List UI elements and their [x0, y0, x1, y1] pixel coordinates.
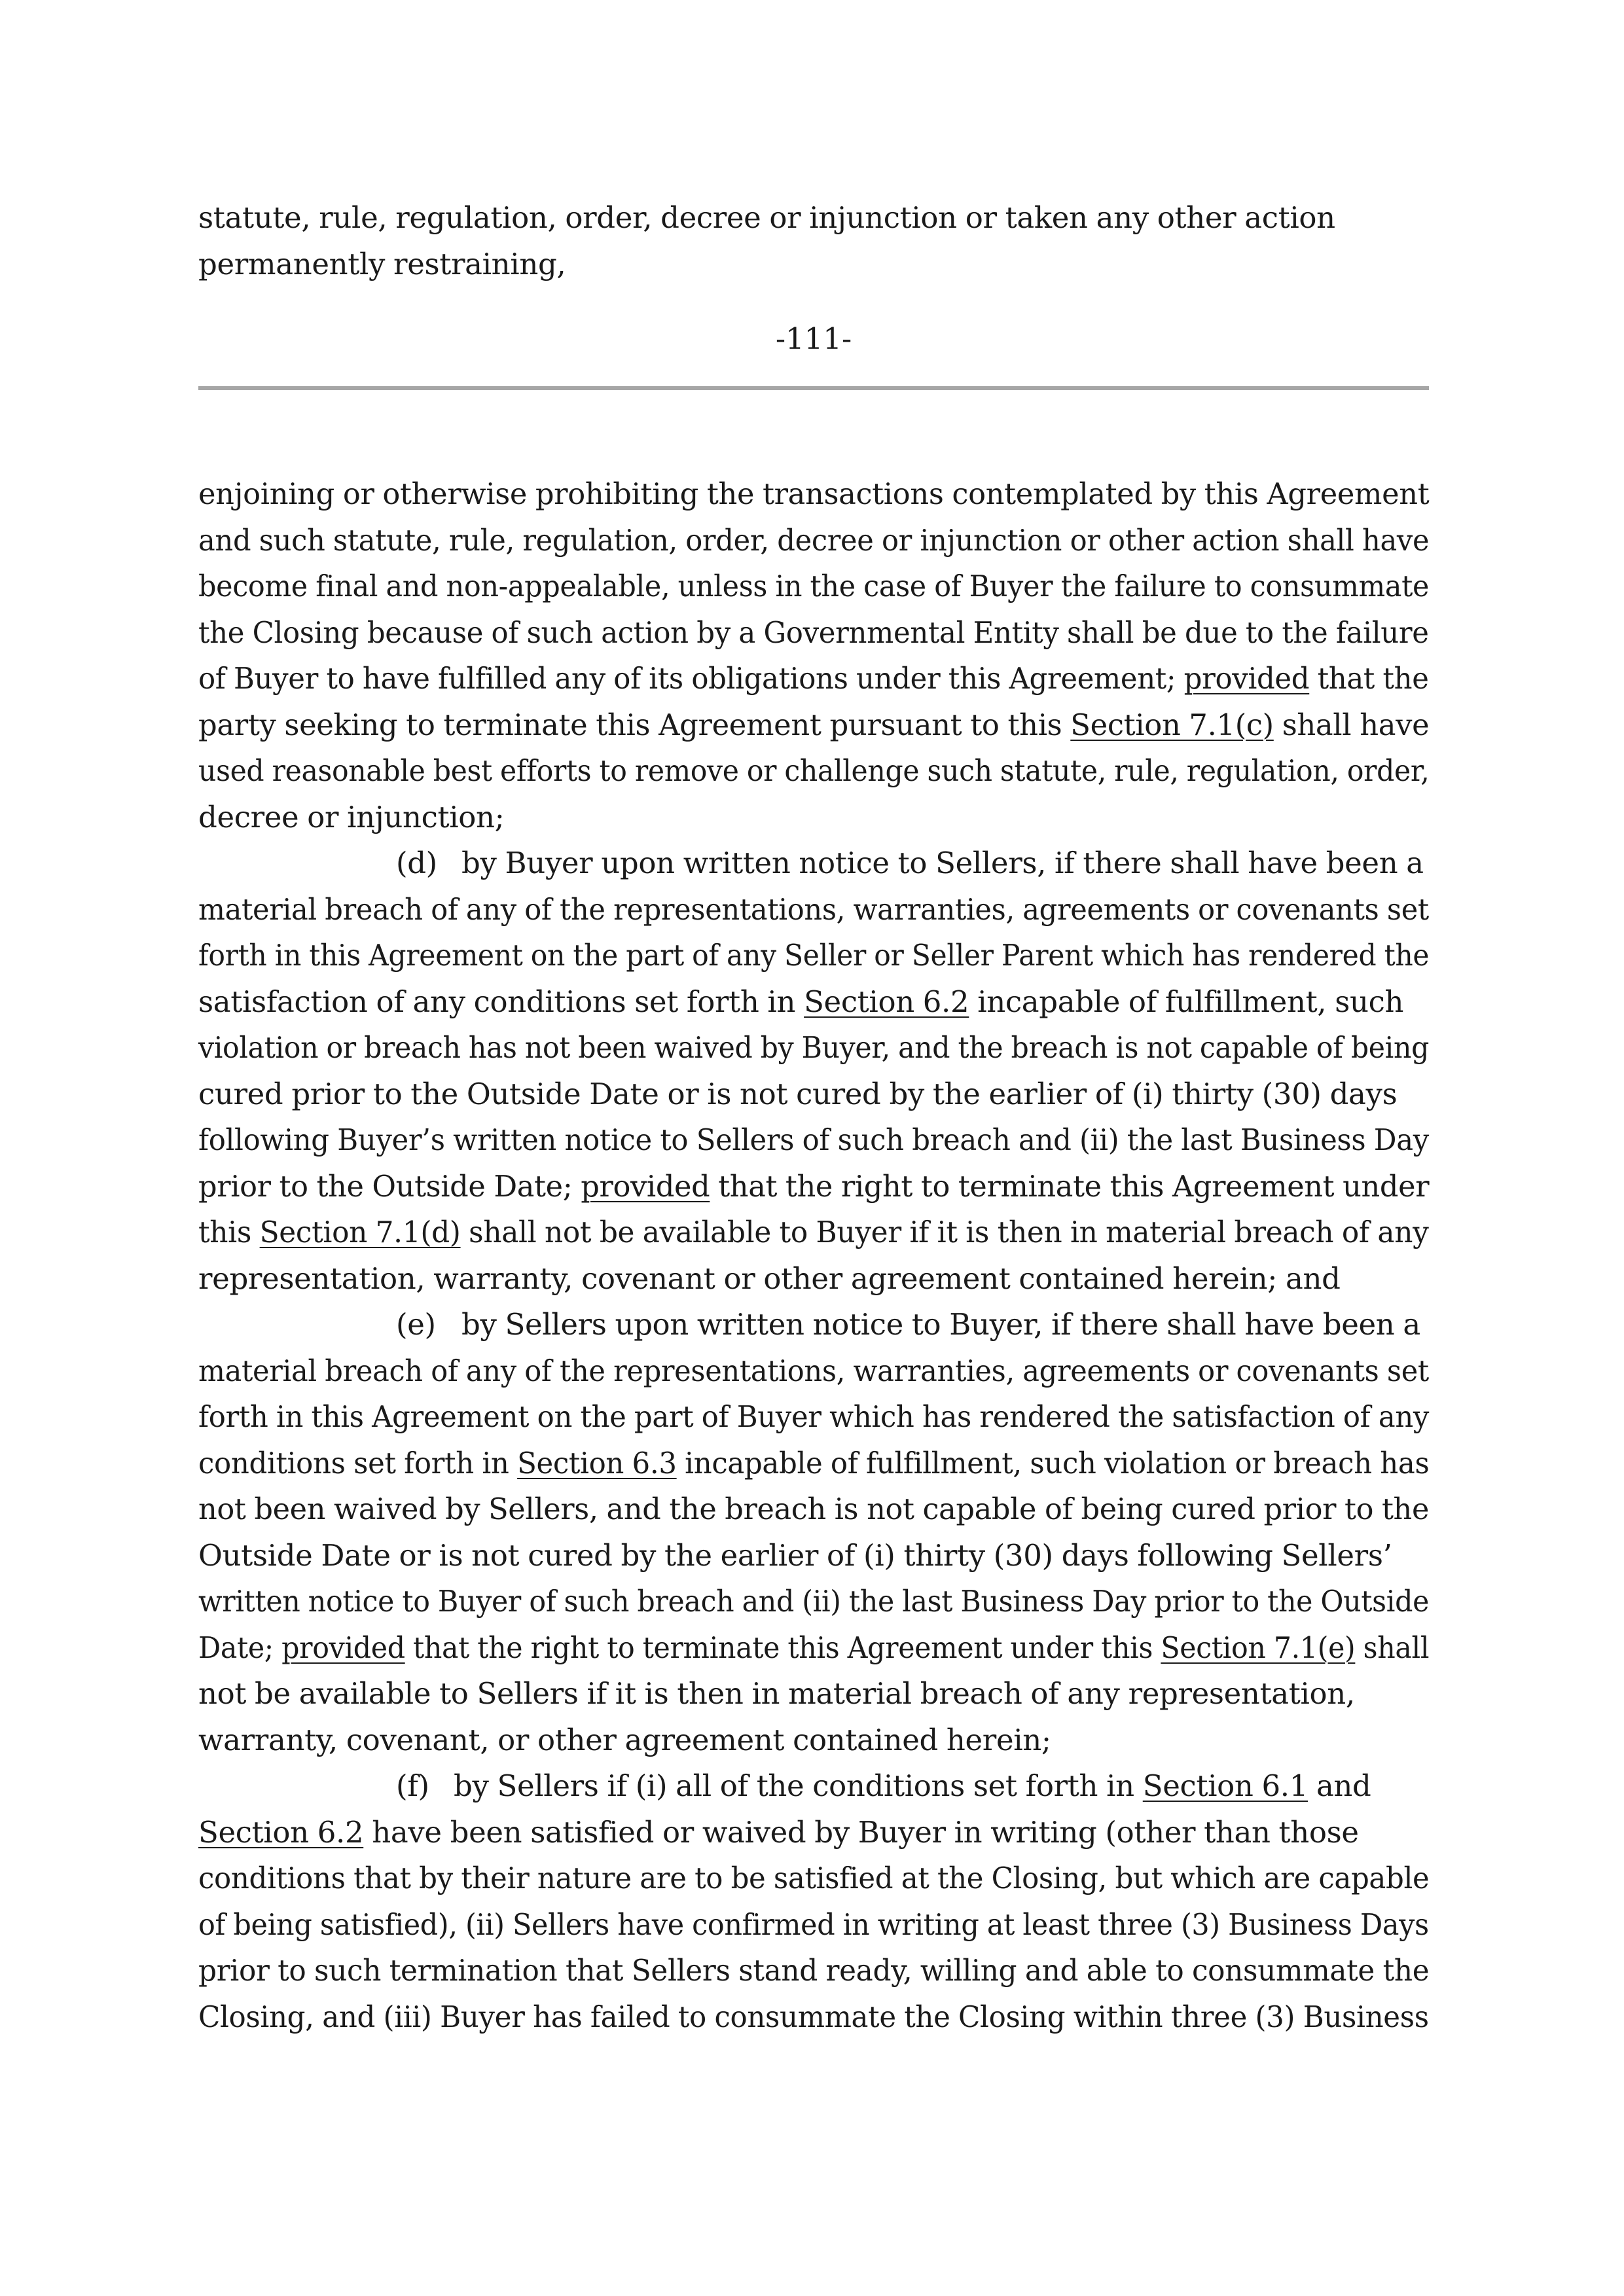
text-line: forth in this Agreement on the part of any Seller or Seller Parent which has rendered the — [198, 938, 1430, 973]
provided-term: provided — [281, 1630, 405, 1665]
clause-label-d: (d) — [396, 846, 437, 880]
text-line: permanently restraining, — [198, 246, 566, 281]
page-top-text — [198, 195, 1429, 287]
provided-term: provided — [581, 1168, 710, 1204]
text-line: following Buyer’s written notice to Sellers of such breach and (ii) the last Business Day — [198, 1122, 1429, 1157]
body-text — [198, 471, 1429, 2040]
clause-d — [198, 840, 1429, 1302]
text-line: conditions that by their nature are to be satisfied at the Closing, but which are capable — [198, 1861, 1430, 1895]
text-line: warranty, covenant, or other agreement contained herein; — [198, 1722, 1051, 1757]
text-line: satisfaction of any conditions set forth in Section 6.2 incapable of fulfillment, such — [198, 984, 1404, 1019]
text-line: conditions set forth in Section 6.3 incapable of fulfillment, such violation or breach has — [198, 1445, 1430, 1480]
section-reference: Section 6.3 — [517, 1445, 677, 1480]
text-line: and such statute, rule, regulation, order, decree or injunction or other action shall have — [198, 522, 1430, 558]
text-line: become final and non-appealable, unless in the case of Buyer the failure to consummate — [198, 569, 1430, 603]
text-line: representation, warranty, covenant or other agreement contained herein; and — [198, 1261, 1341, 1296]
text-line: Section 6.2 have been satisfied or waived by Buyer in writing (other than those — [198, 1814, 1359, 1850]
section-reference: Section 6.2 — [198, 1814, 364, 1850]
text-line: prior to such termination that Sellers stand ready, willing and able to consummate the — [198, 1953, 1430, 1988]
page-number: -111- — [775, 321, 852, 356]
clause-label-e: (e) — [396, 1307, 436, 1342]
clause-d-first-line: (d) by Buyer upon written notice to Sellers, if there shall have been a — [198, 840, 1429, 887]
text-line: prior to the Outside Date; provided that the right to terminate this Agreement under — [198, 1168, 1430, 1204]
clause-e-first-line: (e) by Sellers upon written notice to Buyer, if there shall have been a — [198, 1302, 1429, 1348]
text-line: material breach of any of the representations, warranties, agreements or covenants set — [198, 1353, 1429, 1388]
text-line: party seeking to terminate this Agreement pursuant to this Section 7.1(c) shall have — [198, 707, 1430, 742]
page-divider — [198, 386, 1429, 390]
text-line: the Closing because of such action by a Governmental Entity shall be due to the failure — [198, 615, 1429, 650]
section-reference: Section 6.1 — [1142, 1768, 1308, 1803]
text-line: of being satisfied), (ii) Sellers have confirmed in writing at least three (3) Business Days — [198, 1907, 1429, 1942]
text-line: statute, rule, regulation, order, decree or injunction or taken any other action — [198, 200, 1335, 235]
text-line: violation or breach has not been waived by Buyer, and the breach is not capable of being — [198, 1030, 1430, 1065]
text-line: decree or injunction; — [198, 799, 505, 834]
text-line: of Buyer to have fulfilled any of its obligations under this Agreement; provided that the — [198, 661, 1429, 696]
text-line: Closing, and (iii) Buyer has failed to consummate the Closing within three (3) Business — [198, 1999, 1429, 2034]
clause-e — [198, 1302, 1429, 1763]
text-line: forth in this Agreement on the part of Buyer which has rendered the satisfaction of any — [198, 1399, 1430, 1434]
section-reference: Section 7.1(c) — [1070, 707, 1274, 742]
clause-f — [198, 1763, 1429, 2040]
text-line: not been waived by Sellers, and the breach is not capable of being cured prior to the — [198, 1492, 1430, 1526]
text-line: enjoining or otherwise prohibiting the transactions contemplated by this Agreement — [198, 476, 1430, 511]
text-line: Outside Date or is not cured by the earlier of (i) thirty (30) days following Sellers’ — [198, 1537, 1392, 1573]
text-line: Date; provided that the right to terminate this Agreement under this Section 7.1(e) shall — [198, 1630, 1430, 1665]
section-reference: Section 6.2 — [804, 984, 969, 1019]
section-reference: Section 7.1(d) — [259, 1215, 461, 1249]
section-reference: Section 7.1(e) — [1161, 1630, 1356, 1665]
clause-f-first-line: (f) by Sellers if (i) all of the conditions set forth in Section 6.1 and — [198, 1763, 1429, 1810]
text-line: material breach of any of the representations, warranties, agreements or covenants set — [198, 891, 1429, 927]
paragraph-intro — [198, 471, 1429, 840]
text-line: cured prior to the Outside Date or is not cured by the earlier of (i) thirty (30) days — [198, 1076, 1398, 1111]
text-line: used reasonable best efforts to remove or challenge such statute, rule, regulation, order, — [198, 753, 1430, 788]
clause-label-f: (f) — [396, 1768, 429, 1803]
text-line: written notice to Buyer of such breach and (ii) the last Business Day prior to the Outside — [198, 1584, 1430, 1619]
provided-term: provided — [1183, 661, 1310, 696]
text-line: not be available to Sellers if it is then in material breach of any representation, — [198, 1676, 1355, 1711]
text-line: this Section 7.1(d) shall not be available to Buyer if it is then in material breach of any — [198, 1215, 1429, 1249]
